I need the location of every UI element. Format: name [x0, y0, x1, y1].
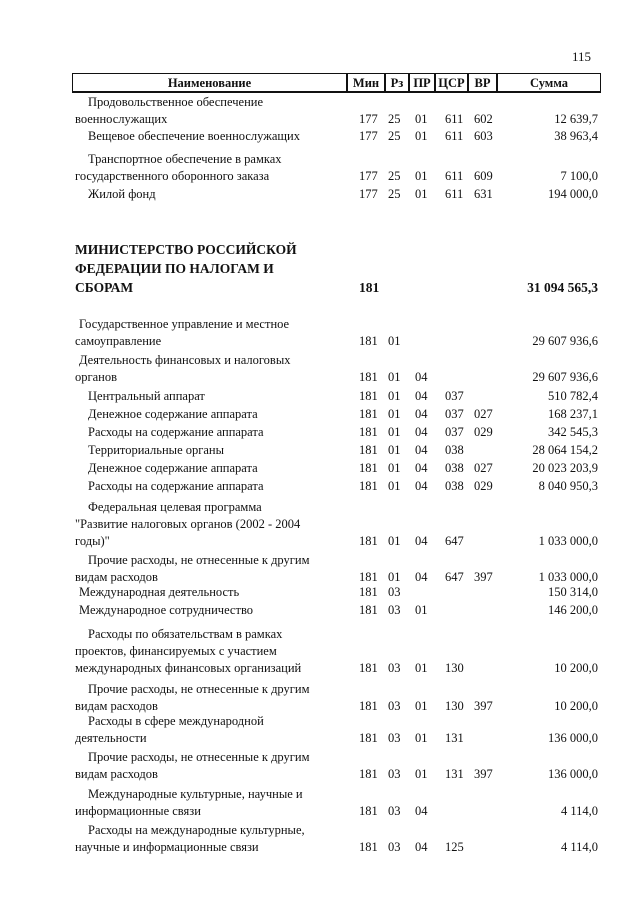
row-sum: 136 000,0 — [548, 731, 598, 745]
row-sum: 12 639,7 — [554, 112, 598, 126]
row-name — [75, 460, 345, 477]
row-name-line: Федеральная целевая программа — [88, 500, 262, 514]
row-min: 181 — [359, 534, 378, 548]
row-name-line: органов — [75, 370, 118, 384]
row-min: 181 — [359, 389, 378, 403]
row-name — [75, 406, 345, 423]
row-min: 181 — [359, 570, 378, 584]
row-pr: 04 — [415, 425, 428, 439]
row-name-line: видам расходов — [75, 699, 158, 713]
row-pr: 04 — [415, 407, 428, 421]
row-pr: 04 — [415, 461, 428, 475]
header-pr: ПР — [409, 73, 435, 93]
row-name-line: Международные культурные, научные и — [88, 787, 303, 801]
header-vr: ВР — [468, 73, 497, 93]
row-pr: 04 — [415, 443, 428, 457]
row-pr: 04 — [415, 479, 428, 493]
row-csr: 130 — [445, 699, 464, 713]
row-vr: 397 — [474, 570, 493, 584]
row-name — [75, 186, 345, 203]
row-name — [75, 681, 345, 715]
row-rz: 01 — [388, 425, 401, 439]
row-name — [75, 442, 345, 459]
row-name-line: государственного оборонного заказа — [75, 169, 270, 183]
row-csr: 611 — [445, 129, 464, 143]
row-name-line: видам расходов — [75, 767, 158, 781]
row-name — [75, 552, 345, 586]
row-min: 177 — [359, 129, 378, 143]
row-pr: 01 — [415, 699, 428, 713]
row-vr: 397 — [474, 699, 493, 713]
row-pr: 04 — [415, 370, 428, 384]
row-min: 181 — [359, 280, 380, 295]
row-vr: 027 — [474, 407, 493, 421]
row-sum: 31 094 565,3 — [527, 280, 598, 295]
row-rz: 03 — [388, 840, 401, 854]
row-name — [75, 424, 345, 441]
row-name-line: военнослужащих — [75, 112, 168, 126]
row-sum: 10 200,0 — [554, 661, 598, 675]
row-sum: 146 200,0 — [548, 603, 598, 617]
row-vr: 631 — [474, 187, 493, 201]
row-pr: 01 — [415, 112, 428, 126]
header-sum: Сумма — [497, 73, 601, 93]
row-rz: 01 — [388, 334, 401, 348]
row-min: 181 — [359, 461, 378, 475]
row-min: 181 — [359, 661, 378, 675]
row-name-line: Центральный аппарат — [88, 389, 205, 403]
row-name-line: СБОРАМ — [75, 280, 134, 295]
row-sum: 1 033 000,0 — [538, 570, 598, 584]
row-name — [75, 626, 345, 677]
row-csr: 130 — [445, 661, 464, 675]
row-pr: 01 — [415, 129, 428, 143]
row-csr: 131 — [445, 767, 464, 781]
row-rz: 01 — [388, 389, 401, 403]
row-rz: 25 — [388, 187, 401, 201]
row-sum: 38 963,4 — [554, 129, 598, 143]
header-csr: ЦСР — [435, 73, 468, 93]
row-name-line: самоуправление — [75, 334, 162, 348]
row-csr: 611 — [445, 169, 464, 183]
row-name — [75, 499, 345, 550]
row-rz: 03 — [388, 661, 401, 675]
row-min: 181 — [359, 699, 378, 713]
row-rz: 03 — [388, 731, 401, 745]
row-name-line: международных финансовых организаций — [75, 661, 302, 675]
row-name — [75, 151, 345, 185]
row-pr: 01 — [415, 731, 428, 745]
row-sum: 4 114,0 — [560, 804, 598, 818]
row-sum: 4 114,0 — [560, 840, 598, 854]
row-name-line: Транспортное обеспечение в рамках — [88, 152, 282, 166]
row-name — [75, 128, 345, 145]
row-name-line: Международная деятельность — [79, 585, 240, 599]
row-name — [75, 352, 345, 386]
row-rz: 03 — [388, 585, 401, 599]
row-min: 181 — [359, 425, 378, 439]
row-name-line: Вещевое обеспечение военнослужащих — [88, 129, 300, 143]
row-name — [75, 478, 345, 495]
row-pr: 04 — [415, 570, 428, 584]
page-number: 115 — [572, 49, 592, 64]
row-csr: 038 — [445, 461, 464, 475]
row-sum: 1 033 000,0 — [538, 534, 598, 548]
row-csr: 038 — [445, 443, 464, 457]
row-pr: 01 — [415, 187, 428, 201]
row-name-line: МИНИСТЕРСТВО РОССИЙСКОЙ — [75, 242, 297, 257]
header-min: Мин — [347, 73, 385, 93]
row-rz: 01 — [388, 370, 401, 384]
row-name — [75, 749, 345, 783]
row-name-line: Деятельность финансовых и налоговых — [79, 353, 291, 367]
row-sum: 510 782,4 — [548, 389, 598, 403]
row-min: 177 — [359, 169, 378, 183]
row-name-line: годы)" — [75, 534, 110, 548]
row-rz: 03 — [388, 699, 401, 713]
row-vr: 029 — [474, 479, 493, 493]
row-name-line: "Развитие налоговых органов (2002 - 2004 — [75, 517, 301, 531]
row-csr: 131 — [445, 731, 464, 745]
row-rz: 25 — [388, 169, 401, 183]
row-min: 181 — [359, 585, 378, 599]
row-min: 177 — [359, 112, 378, 126]
row-min: 181 — [359, 370, 378, 384]
row-name-line: Прочие расходы, не отнесенные к другим — [88, 682, 310, 696]
row-name-line: деятельности — [75, 731, 147, 745]
row-pr: 04 — [415, 534, 428, 548]
row-name — [75, 713, 345, 747]
header-rz: Рз — [385, 73, 409, 93]
row-sum: 168 237,1 — [548, 407, 598, 421]
row-name-line: Расходы на содержание аппарата — [88, 479, 264, 493]
row-csr: 647 — [445, 534, 464, 548]
row-min: 181 — [359, 767, 378, 781]
row-min: 181 — [359, 407, 378, 421]
row-sum: 150 314,0 — [548, 585, 598, 599]
row-pr: 01 — [415, 169, 428, 183]
row-name-line: Расходы на международные культурные, — [88, 823, 305, 837]
row-rz: 01 — [388, 534, 401, 548]
row-rz: 03 — [388, 804, 401, 818]
row-name-line: Денежное содержание аппарата — [88, 461, 258, 475]
header-name: Наименование — [72, 73, 347, 93]
row-sum: 10 200,0 — [554, 699, 598, 713]
row-vr: 602 — [474, 112, 493, 126]
row-sum: 8 040 950,3 — [538, 479, 598, 493]
row-min: 181 — [359, 731, 378, 745]
row-csr: 125 — [445, 840, 464, 854]
row-name-line: Государственное управление и местное — [79, 317, 290, 331]
row-name — [75, 388, 345, 405]
row-pr: 01 — [415, 661, 428, 675]
row-min: 177 — [359, 187, 378, 201]
row-rz: 01 — [388, 479, 401, 493]
row-rz: 01 — [388, 443, 401, 457]
row-sum: 28 064 154,2 — [532, 443, 598, 457]
row-rz: 03 — [388, 767, 401, 781]
row-name — [75, 316, 345, 350]
row-rz: 01 — [388, 570, 401, 584]
row-pr: 04 — [415, 389, 428, 403]
row-pr: 01 — [415, 767, 428, 781]
row-min: 181 — [359, 804, 378, 818]
row-csr: 037 — [445, 425, 464, 439]
row-name — [75, 822, 345, 856]
row-min: 181 — [359, 479, 378, 493]
row-name-line: информационные связи — [75, 804, 201, 818]
row-csr: 611 — [445, 187, 464, 201]
row-name-line: Денежное содержание аппарата — [88, 407, 258, 421]
row-name-line: Продовольственное обеспечение — [88, 95, 263, 109]
row-pr: 01 — [415, 603, 428, 617]
row-sum: 29 607 936,6 — [532, 370, 598, 384]
row-name-line: Расходы по обязательствам в рамках — [88, 627, 283, 641]
row-name — [75, 240, 345, 297]
row-name-line: видам расходов — [75, 570, 158, 584]
row-vr: 603 — [474, 129, 493, 143]
row-sum: 194 000,0 — [548, 187, 598, 201]
row-rz: 01 — [388, 407, 401, 421]
row-pr: 04 — [415, 804, 428, 818]
row-name-line: научные и информационные связи — [75, 840, 259, 854]
row-name-line: Расходы на содержание аппарата — [88, 425, 264, 439]
row-name — [75, 94, 345, 128]
row-name-line: проектов, финансируемых с участием — [75, 644, 277, 658]
row-name-line: Жилой фонд — [88, 187, 156, 201]
row-csr: 647 — [445, 570, 464, 584]
row-pr: 04 — [415, 840, 428, 854]
row-name-line: Прочие расходы, не отнесенные к другим — [88, 553, 310, 567]
row-csr: 037 — [445, 389, 464, 403]
row-vr: 029 — [474, 425, 493, 439]
row-rz: 25 — [388, 129, 401, 143]
row-vr: 027 — [474, 461, 493, 475]
row-name — [75, 584, 345, 601]
row-csr: 038 — [445, 479, 464, 493]
row-name-line: ФЕДЕРАЦИИ ПО НАЛОГАМ И — [75, 261, 274, 276]
row-vr: 609 — [474, 169, 493, 183]
row-sum: 29 607 936,6 — [532, 334, 598, 348]
row-name — [75, 786, 345, 820]
row-name-line: Территориальные органы — [88, 443, 225, 457]
row-sum: 136 000,0 — [548, 767, 598, 781]
row-sum: 342 545,3 — [548, 425, 598, 439]
row-sum: 20 023 203,9 — [532, 461, 598, 475]
row-min: 181 — [359, 603, 378, 617]
row-rz: 03 — [388, 603, 401, 617]
row-min: 181 — [359, 840, 378, 854]
row-csr: 611 — [445, 112, 464, 126]
row-name — [75, 602, 345, 619]
row-min: 181 — [359, 334, 378, 348]
row-name-line: Расходы в сфере международной — [88, 714, 264, 728]
row-name-line: Международное сотрудничество — [79, 603, 254, 617]
row-vr: 397 — [474, 767, 493, 781]
row-name-line: Прочие расходы, не отнесенные к другим — [88, 750, 310, 764]
row-rz: 01 — [388, 461, 401, 475]
row-min: 181 — [359, 443, 378, 457]
row-csr: 037 — [445, 407, 464, 421]
row-rz: 25 — [388, 112, 401, 126]
row-sum: 7 100,0 — [560, 169, 598, 183]
